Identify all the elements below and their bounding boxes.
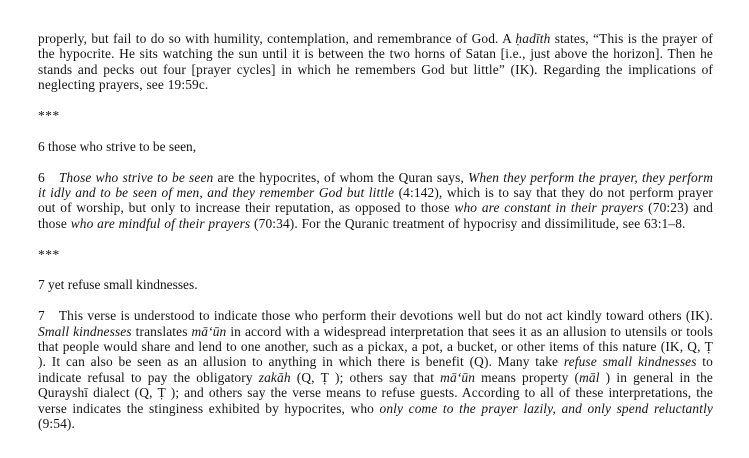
italic-run: only come to the prayer lazily, and only spend reluctantly [379, 400, 713, 416]
vertical-gap [38, 262, 713, 277]
comment-number: 6 [38, 169, 45, 185]
commentary-paragraph-6 [38, 170, 713, 232]
vertical-gap [38, 231, 713, 246]
text-run: (4:142), which is to say that they do not perform prayer out of worship, but only to increase their reputation, as opposed to those [38, 185, 713, 216]
section-separator-1: *** [38, 108, 60, 124]
italic-run: zakāh [258, 369, 291, 385]
text-run: to indicate refusal to pay the obligatory [38, 354, 713, 385]
italic-run: māʻūn [191, 323, 227, 339]
vertical-gap [38, 293, 713, 308]
text-run: (Q, Ṭ ); others say that [290, 369, 441, 385]
paragraph-continuation [38, 31, 713, 93]
italic-run: Those who strive to be seen [58, 169, 214, 185]
text-run: This verse is understood to indicate those who perform their devotions well but do not act kindly toward others (IK). [58, 308, 713, 324]
text-run: ) in general in the Qurayshī dialect (Q, Ṭ ); and others say the verse means to refuse guests. According to all of these interpretations, the verse indicates the stinginess exhibited by hypocrites, who [38, 369, 713, 416]
italic-run: Small kindnesses [38, 323, 132, 339]
vertical-gap [38, 154, 713, 169]
text-run: states, “This is the prayer of the hypocrite. He sits watching the sun until it is between the two horns of Satan [i.e., just above the horizon]. Then he stands and pecks out four [prayer cycles] in which he remembers God but little” (IK). Regarding the implications of neglecting prayers, see 19:59c. [38, 31, 713, 93]
text-run: (70:23) and those [38, 200, 713, 231]
text-run: in accord with a widespread interpretation that sees it as an allusion to utensils or tools that people would share and lend to one another, such as a pickax, a pot, a bucket, or other items of this nature (IK, Q, Ṭ ). It can also be seen as an allusion to anything in which there is benefit (Q). Many take [38, 323, 713, 370]
vertical-gap [38, 123, 713, 138]
text-run: translates [131, 323, 192, 339]
text-run: properly, but fail to do so with humility, contemplation, and remembrance of God. A [38, 31, 516, 46]
verse-line-6: 6 those who strive to be seen, [38, 138, 197, 154]
italic-run: māl [579, 369, 600, 385]
section-separator-2: *** [38, 246, 60, 262]
italic-run: When they perform the prayer, they perform it idly and to be seen of men, and they remember God but little [38, 169, 714, 201]
vertical-gap [38, 93, 713, 108]
commentary-paragraph-7 [38, 308, 713, 431]
text-run: means property ( [475, 369, 580, 385]
italic-run: māʻūn [440, 369, 476, 385]
italic-run: who are constant in their prayers [454, 200, 644, 216]
text-column [38, 31, 713, 431]
text-run: are the hypocrites, of whom the Quran says, [213, 169, 469, 185]
text-run: (70:34). For the Quranic treatment of hypocrisy and dissimilitude, see 63:1–8. [250, 215, 686, 231]
italic-run: refuse small kindnesses [563, 354, 697, 370]
italic-run: ḥadīth [515, 31, 551, 46]
comment-number: 7 [38, 308, 45, 324]
text-run: (9:54). [38, 416, 76, 432]
verse-line-7: 7 yet refuse small kindnesses. [38, 277, 198, 293]
italic-run: who are mindful of their prayers [70, 215, 251, 231]
